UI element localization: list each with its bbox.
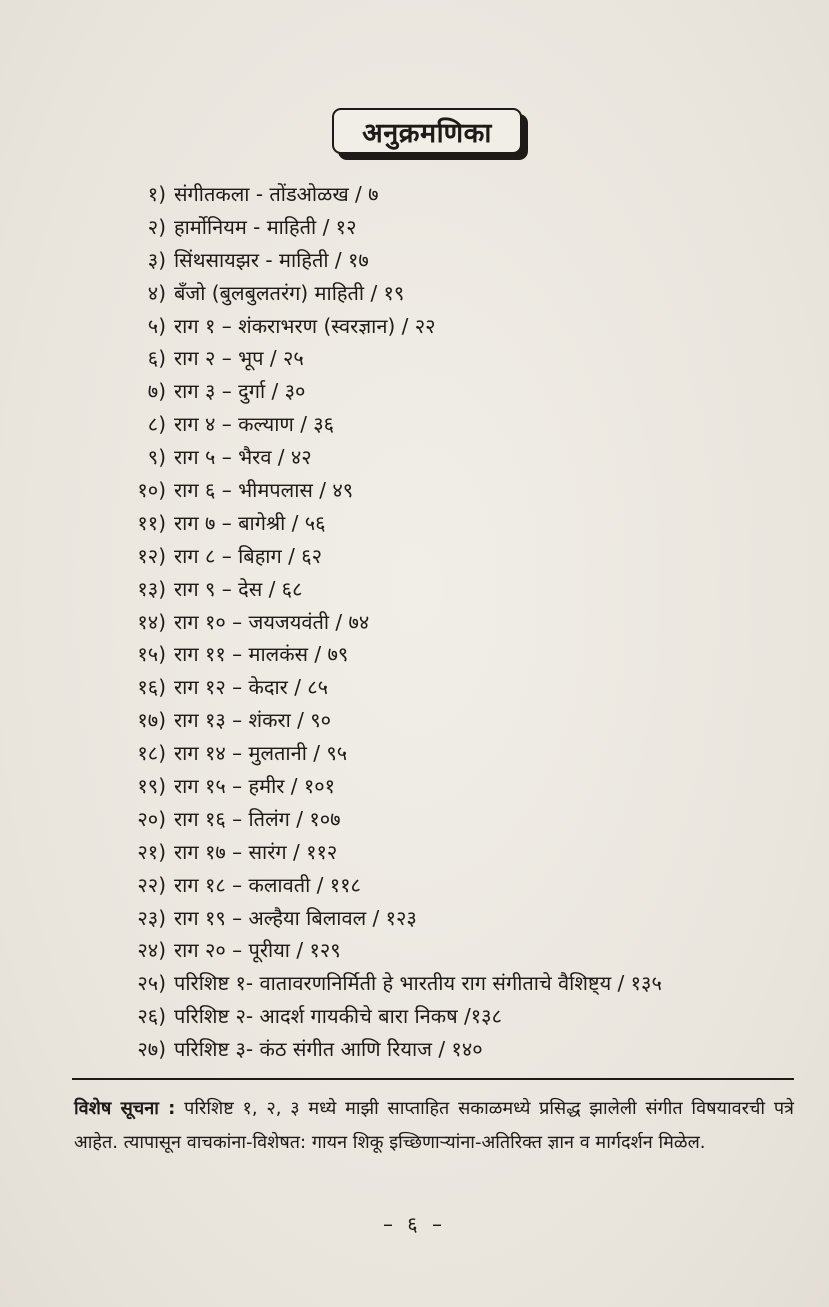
toc-entry — [0, 737, 829, 770]
toc-entry-number: १०) — [137, 478, 166, 503]
toc-entry-number: ७) — [147, 379, 166, 404]
toc-entry — [0, 967, 829, 1000]
toc-entry — [0, 902, 829, 935]
page-number: – ६ – — [382, 1212, 447, 1236]
toc-entry — [0, 408, 829, 441]
special-note — [74, 1092, 794, 1160]
toc-entry — [0, 540, 829, 573]
toc-entry-number: २३) — [137, 905, 166, 930]
toc-entry-number: ८) — [147, 412, 166, 437]
toc-entry — [0, 671, 829, 704]
toc-entry — [0, 474, 829, 507]
toc-entry-text: राग ६ – भीमपलास / ४९ — [174, 478, 354, 503]
toc-entry — [0, 606, 829, 639]
toc-entry-text: राग ५ – भैरव / ४२ — [174, 445, 312, 470]
toc-entry-number: ६) — [147, 346, 166, 371]
toc-entry-number: १४) — [137, 609, 166, 634]
toc-entry — [0, 244, 829, 277]
toc-entry-number: १९) — [137, 774, 166, 799]
toc-entry-text: राग १८ – कलावती / ११८ — [174, 872, 361, 897]
toc-entry — [0, 178, 829, 211]
toc-entry-text: राग ३ – दुर्गा / ३० — [174, 379, 306, 404]
toc-entry-number: २५) — [137, 971, 166, 996]
toc-entry-text: सिंथसायझर - माहिती / १७ — [174, 247, 369, 272]
divider — [72, 1078, 794, 1080]
toc-entry — [0, 803, 829, 836]
toc-entry — [0, 277, 829, 310]
toc-entry-number: २७) — [137, 1037, 166, 1062]
toc-entry — [0, 507, 829, 540]
toc-entry-number: १८) — [137, 741, 166, 766]
toc-entry-number: १२) — [137, 543, 166, 568]
toc-entry-text: राग ४ – कल्याण / ३६ — [174, 412, 335, 437]
toc-entry-number: २) — [147, 214, 166, 239]
toc-entry-text: राग १० – जयजयवंती / ७४ — [174, 609, 370, 634]
toc-entry-text: राग २ – भूप / २५ — [174, 346, 304, 371]
note-label: विशेष सूचना : — [74, 1098, 176, 1119]
page-title: अनुक्रमणिका — [332, 108, 522, 154]
toc-entry-text: राग १२ – केदार / ८५ — [174, 675, 329, 700]
toc-entry-text: राग ८ – बिहाग / ६२ — [174, 543, 323, 568]
toc-entry — [0, 1000, 829, 1033]
toc-entry-number: १६) — [137, 675, 166, 700]
toc-entry — [0, 836, 829, 869]
toc-entry — [0, 310, 829, 343]
toc-entry — [0, 770, 829, 803]
toc-entry-number: ११) — [137, 510, 166, 535]
toc-entry-number: १५) — [137, 642, 166, 667]
toc-entry — [0, 704, 829, 737]
toc-entry-number: ४) — [147, 280, 166, 305]
toc-entry-text: राग १ – शंकराभरण (स्वरज्ञान) / २२ — [174, 313, 436, 338]
toc-entry-text: बँजो (बुलबुलतरंग) माहिती / १९ — [174, 280, 405, 305]
toc-entry-text: राग १९ – अल्हैया बिलावल / १२३ — [174, 905, 417, 930]
toc-entry-text: परिशिष्ट ३- कंठ संगीत आणि रियाज / १४० — [174, 1037, 483, 1062]
toc-entry-text: राग २० – पूरीया / १२९ — [174, 938, 341, 963]
toc-entry-text: राग १६ – तिलंग / १०७ — [174, 806, 341, 831]
toc-entry-number: २४) — [137, 938, 166, 963]
toc-entry — [0, 934, 829, 967]
toc-entry-number: १७) — [137, 708, 166, 733]
toc-entry-number: २६) — [137, 1004, 166, 1029]
toc-entry-text: राग १५ – हमीर / १०१ — [174, 774, 336, 799]
toc-entry — [0, 211, 829, 244]
toc-entry — [0, 573, 829, 606]
toc-entry — [0, 638, 829, 671]
toc-entry-text: परिशिष्ट १- वातावरणनिर्मिती हे भारतीय राग संगीताचे वैशिष्ट्य / १३५ — [174, 971, 662, 996]
toc-entry-text: राग ११ – मालकंस / ७९ — [174, 642, 349, 667]
toc-entry-text: राग १७ – सारंग / ११२ — [174, 839, 338, 864]
toc-entry-text: राग १४ – मुलतानी / ९५ — [174, 741, 348, 766]
toc-entry — [0, 441, 829, 474]
toc-entry-text: परिशिष्ट २- आदर्श गायकीचे बारा निकष /१३८ — [174, 1004, 502, 1029]
toc-entry-number: २२) — [137, 872, 166, 897]
title-frame — [332, 108, 526, 158]
toc-entry-number: १) — [147, 182, 166, 206]
toc-entry — [0, 869, 829, 902]
toc-entry-number: २०) — [137, 806, 166, 831]
toc-entry — [0, 375, 829, 408]
toc-entry-number: ३) — [147, 247, 166, 272]
toc-entry — [0, 342, 829, 375]
toc-entry-number: ९) — [147, 445, 166, 470]
toc-entry — [0, 1033, 829, 1066]
toc-entry-number: १३) — [137, 576, 166, 601]
note-text: परिशिष्ट १, २, ३ मध्ये माझी साप्ताहित सकाळमध्ये प्रसिद्ध झालेली संगीत विषयावरची पत्रे आहेत. त्यापासून वाचकांना-विशेषत: गायन शिकू इच्छिणाऱ्यांना-अतिरिक्त ज्ञान व मार्गदर्शन मिळेल. — [74, 1098, 794, 1153]
toc-entry-number: २१) — [137, 839, 166, 864]
toc-entry-text: राग ७ – बागेश्री / ५६ — [174, 510, 326, 535]
table-of-contents — [0, 178, 829, 1066]
toc-entry-text: राग १३ – शंकरा / ९० — [174, 708, 332, 733]
toc-entry-number: ५) — [147, 313, 166, 338]
toc-entry-text: हार्मोनियम - माहिती / १२ — [174, 214, 357, 239]
toc-entry-text: राग ९ – देस / ६८ — [174, 576, 303, 601]
toc-entry-text: संगीतकला - तोंडओळख / ७ — [174, 182, 379, 206]
